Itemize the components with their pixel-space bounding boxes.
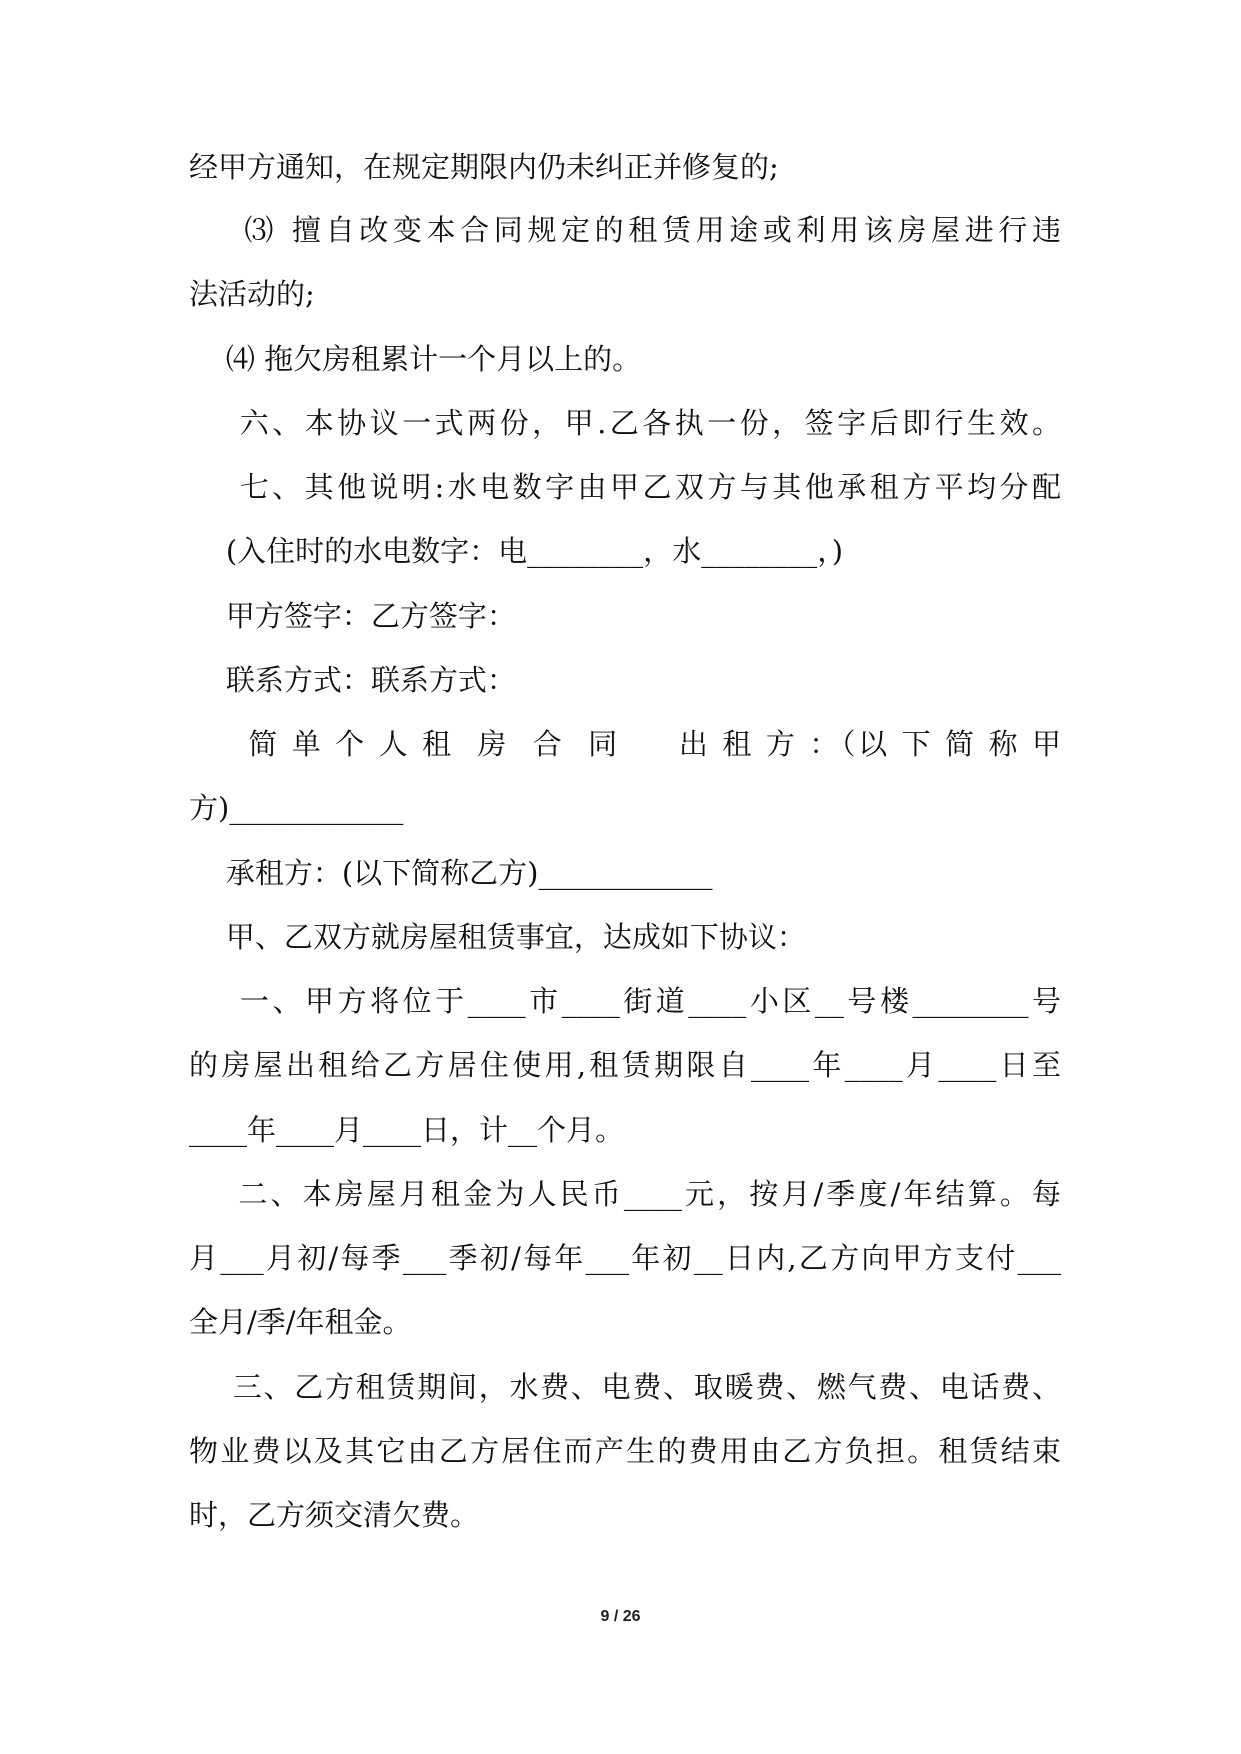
- text-line-5: 六、本协议一式两份，甲.乙各执一份，签字后即行生效。: [189, 406, 1061, 440]
- text-line-6: 七、其他说明:水电数字由甲乙双方与其他承租方平均分配: [189, 470, 1061, 504]
- text-line-14: 一、甲方将位于____市____街道____小区__号楼________号: [189, 984, 1061, 1018]
- text-line-22: 时，乙方须交清欠费。: [189, 1498, 480, 1532]
- text-line-15: 的房屋出租给乙方居住使用,租赁期限自____年____月____日至: [189, 1048, 1061, 1082]
- text-line-12: 承租方：(以下简称乙方)____________: [189, 856, 713, 890]
- text-line-7: (入住时的水电数字：电________，水________，): [189, 534, 844, 568]
- text-line-11: 方)____________: [189, 791, 404, 825]
- text-line-13: 甲、乙双方就房屋租赁事宜，达成如下协议：: [189, 920, 806, 954]
- text-line-18: 月___月初/每季___季初/每年___年初__日内,乙方向甲方支付___: [189, 1241, 1061, 1275]
- text-line-3: 法活动的;: [189, 277, 315, 311]
- text-line-1: 经甲方通知，在规定期限内仍未纠正并修复的;: [189, 150, 779, 184]
- text-line-4: ⑷ 拖欠房租累计一个月以上的。: [189, 342, 642, 376]
- text-line-2: ⑶ 擅自改变本合同规定的租赁用途或利用该房屋进行违: [189, 213, 1061, 247]
- page-number: 9 / 26: [600, 1608, 641, 1625]
- text-line-20: 三、乙方租赁期间，水费、电费、取暖费、燃气费、电话费、: [189, 1370, 1061, 1404]
- text-line-21: 物业费以及其它由乙方居住而产生的费用由乙方负担。租赁结束: [189, 1434, 1061, 1468]
- text-line-19: 全月/季/年租金。: [189, 1305, 412, 1339]
- text-line-8: 甲方签字：乙方签字：: [189, 599, 516, 633]
- text-line-17: 二、本房屋月租金为人民币____元，按月/季度/年结算。每: [189, 1177, 1061, 1211]
- text-line-9: 联系方式：联系方式：: [189, 663, 516, 697]
- contract-title-line: 简 单 个 人 租 房 合 同 出 租 方 ：（以 下 简 称 甲: [189, 727, 1061, 761]
- text-line-16: ____年____月____日，计__个月。: [189, 1113, 625, 1147]
